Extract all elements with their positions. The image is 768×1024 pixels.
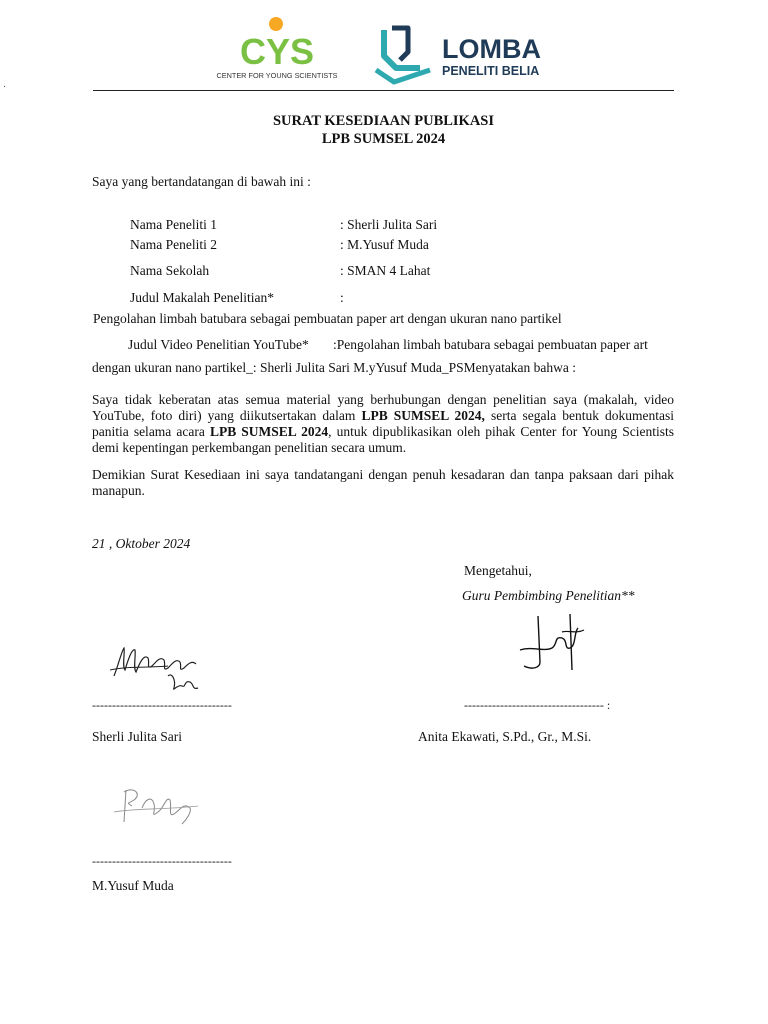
signature-line-guru: ----------------------------------- :	[464, 698, 611, 712]
cys-logo	[212, 14, 342, 84]
intro-text: Saya yang bertandatangan di bawah ini :	[92, 174, 311, 189]
statement-paragraph: Saya tidak keberatan atas semua material yang berhubungan dengan penelitian saya (makalah, video YouTube, foto diri) yang diikutsertakan dalam LPB SUMSEL 2024, serta segala bentuk dokumentasi panitia selama acara LPB SUMSEL 2024, untuk dipublikasikan oleh pihak Center for Young Scientists demi kepentingan perkembangan penelitian secara umum.	[92, 392, 675, 455]
field-label-peneliti-1: Nama Peneliti 1	[130, 217, 217, 232]
letter-date: 21 , Oktober 2024	[92, 536, 191, 551]
video-label: Judul Video Penelitian YouTube*	[128, 337, 309, 352]
signer-name-guru: Anita Ekawati, S.Pd., Gr., M.Si.	[418, 729, 592, 744]
signature-sherli	[108, 636, 203, 698]
lpb-logo-line2: PENELITI BELIA	[442, 64, 540, 78]
margin-mark: .	[3, 80, 6, 90]
signature-guru	[518, 612, 588, 674]
field-value-peneliti-1: : Sherli Julita Sari	[340, 217, 438, 232]
header-rule	[93, 90, 674, 91]
document-title: SURAT KESEDIAAN PUBLIKASI	[272, 113, 495, 129]
signer-name-yusuf: M.Yusuf Muda	[92, 878, 174, 893]
mengetahui-label: Mengetahui,	[464, 563, 532, 578]
guru-role-label: Guru Pembimbing Penelitian**	[462, 588, 635, 603]
document-subtitle: LPB SUMSEL 2024	[321, 131, 446, 147]
field-label-judul-makalah: Judul Makalah Penelitian*	[130, 290, 274, 305]
signature-line-sherli: -----------------------------------	[92, 698, 232, 712]
field-value-judul-makalah: :	[340, 290, 344, 305]
cys-logo-caption: CENTER FOR YOUNG SCIENTISTS	[216, 71, 338, 80]
signer-name-sherli: Sherli Julita Sari	[92, 729, 182, 744]
video-title-line2: dengan ukuran nano partikel_: Sherli Julita Sari M.yYusuf Muda_PSMenyatakan bahwa :	[92, 360, 577, 375]
signature-yusuf	[112, 782, 202, 836]
field-label-sekolah: Nama Sekolah	[130, 263, 210, 278]
video-title-line1: :Pengolahan limbah batubara sebagai pembuatan paper art	[333, 337, 648, 352]
field-label-peneliti-2: Nama Peneliti 2	[130, 237, 217, 252]
field-value-peneliti-2: : M.Yusuf Muda	[340, 237, 429, 252]
makalah-title: Pengolahan limbah batubara sebagai pembuatan paper art dengan ukuran nano partikel	[93, 311, 562, 326]
cys-logo-text: CYS	[239, 31, 315, 72]
closing-paragraph: Demikian Surat Kesediaan ini saya tandatangani dengan penuh kesadaran dan tanpa paksaan dari pihak manapun.	[92, 467, 674, 498]
signature-line-yusuf: -----------------------------------	[92, 854, 232, 868]
lpb-logo-line1: LOMBA	[442, 34, 541, 64]
lpb-logo	[370, 24, 555, 86]
field-value-sekolah: : SMAN 4 Lahat	[340, 263, 431, 278]
